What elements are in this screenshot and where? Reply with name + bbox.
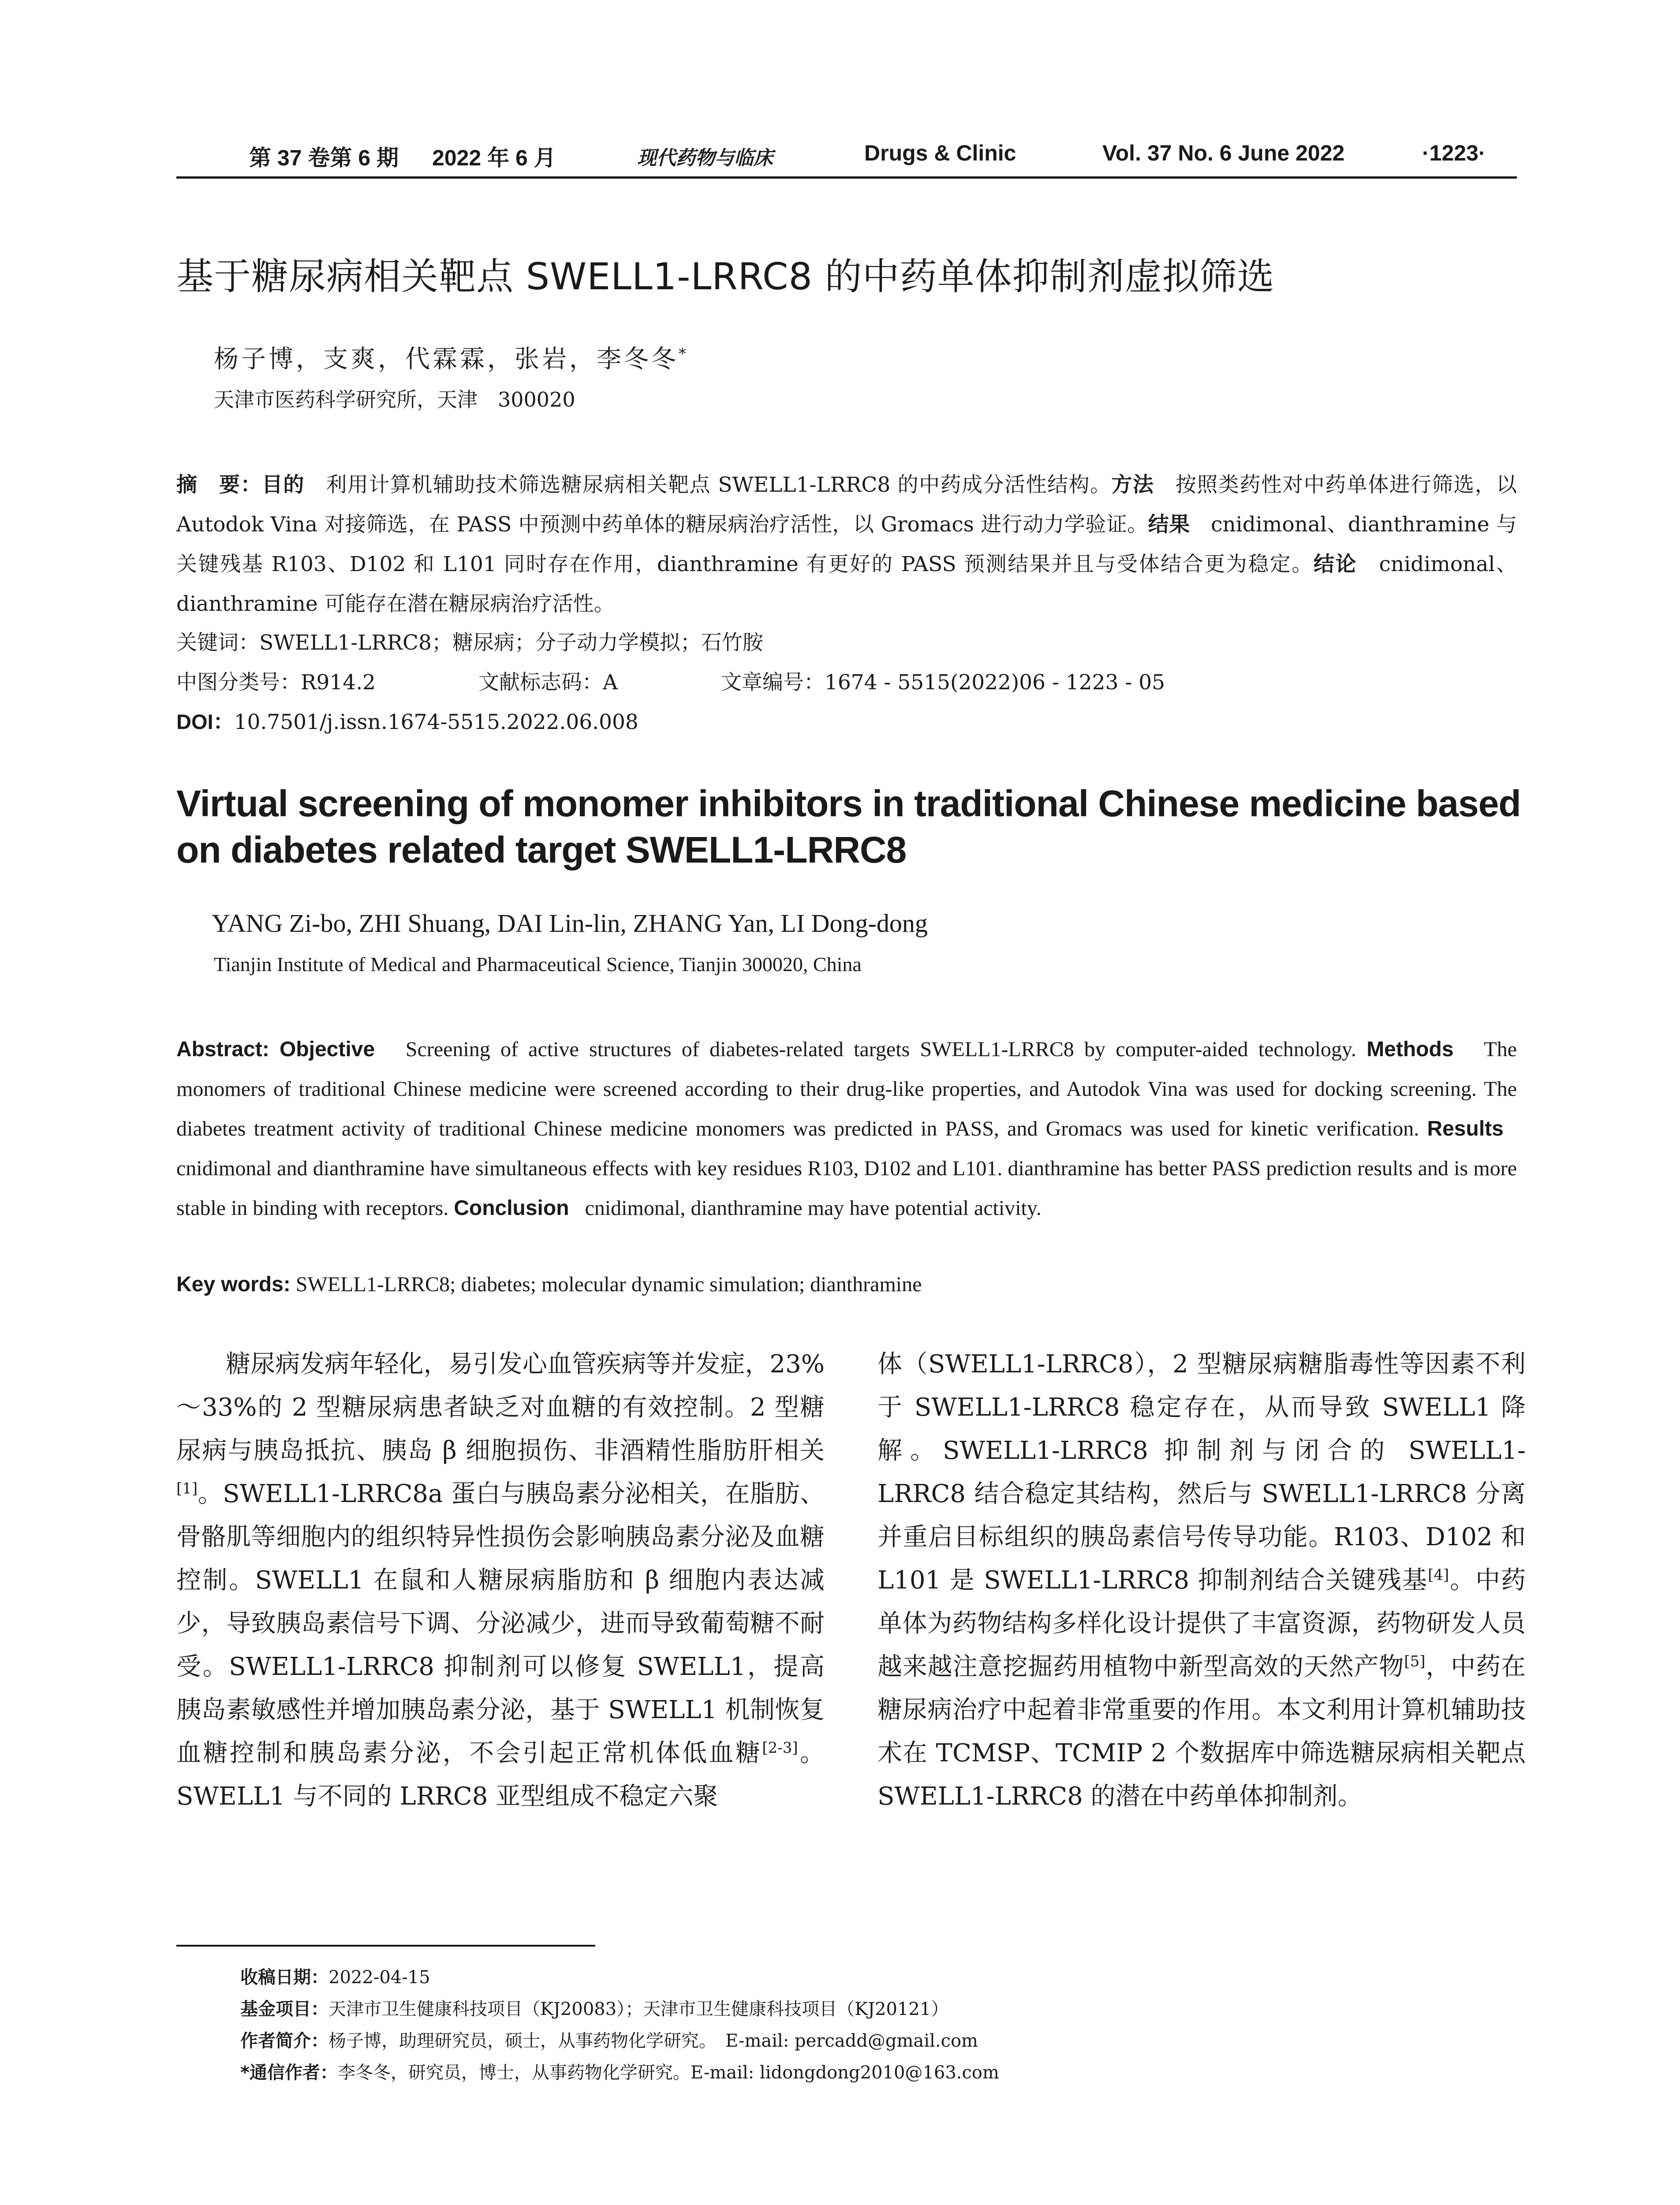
results-en: cnidimonal and dianthramine have simultaneous effects with key residues R103, D102 and L101. dianthramine has better PASS prediction results and is more stable in binding with receptors. <box>176 1157 1517 1220</box>
methods-cn-label: 方法 <box>1111 473 1154 497</box>
body-left-text-2: 。SWELL1-LRRC8a 蛋白与胰岛素分泌相关，在脂肪、骨骼肌等细胞内的组织特异性损伤会影响胰岛素分泌及血糖控制。SWELL1 在鼠和人糖尿病脂肪和 β 细胞内表达减少，导致胰岛素信号下调、分泌减少，进而导致葡萄糖不耐受。SWELL1-LRRC8 抑制剂可以修复 SWELL1，提高胰岛素敏感性并增加胰岛素分泌，基于 SWELL1 机制恢复血糖控制和胰岛素分泌，不会引起正常机体低血糖 <box>176 1480 825 1768</box>
title-en: Virtual screening of monomer inhibitors in traditional Chinese medicine based on diabetes related target SWELL1-LRRC8 <box>176 783 1521 871</box>
citation-5: [5] <box>1404 1652 1426 1671</box>
keywords-en <box>176 1272 922 1297</box>
doc-code-value: A <box>603 670 618 695</box>
corr-value: 李冬冬，研究员，博士，从事药物化学研究。E-mail: lidongdong2010@163.com <box>337 2063 999 2083</box>
header-volume-en: Vol. 37 No. 6 June 2022 <box>1102 141 1345 165</box>
methods-en: The monomers of traditional Chinese medicine were screened according to their drug-like properties, and Autodok Vina was used for docking screening. The diabetes treatment activity of traditional Chinese medicine monomers was predicted in PASS, and Gromacs was used for kinetic verification. <box>176 1038 1517 1140</box>
citation-2-3: [2-3] <box>762 1739 798 1757</box>
body-left-text-1: 糖尿病发病年轻化，易引发心血管疾病等并发症，23%～33%的 2 型糖尿病患者缺乏对血糖的有效控制。2 型糖尿病与胰岛抵抗、胰岛 β 细胞损伤、非酒精性脂肪肝相关 <box>176 1350 825 1465</box>
authors-en: YANG Zi-bo, ZHI Shuang, DAI Lin-lin, ZHANG Yan, LI Dong-dong <box>212 909 928 938</box>
running-header <box>176 138 1517 173</box>
clc-label: 中图分类号： <box>176 670 301 695</box>
keywords-cn <box>176 626 763 656</box>
title-cn: 基于糖尿病相关靶点 SWELL1-LRRC8 的中药单体抑制剂虚拟筛选 <box>176 255 1275 298</box>
keywords-cn-value: SWELL1-LRRC8；糖尿病；分子动力学模拟；石竹胺 <box>259 631 763 655</box>
article-number-label: 文章编号： <box>721 670 825 695</box>
article-number <box>721 666 1165 695</box>
abstract-cn <box>176 465 1517 624</box>
keywords-cn-label: 关键词： <box>176 631 259 655</box>
objective-en: Screening of active structures of diabetes-related targets SWELL1-LRRC8 by computer-aided technology. <box>405 1038 1356 1061</box>
doi-label: DOI： <box>176 710 234 733</box>
footnote-corresponding <box>240 2057 999 2089</box>
footnotes <box>240 1962 999 2089</box>
body-left-text-3: 。SWELL1 与不同的 LRRC8 亚型组成不稳定六聚 <box>176 1739 825 1811</box>
body-paragraph-left <box>176 1343 825 1818</box>
objective-cn: 利用计算机辅助技术筛选糖尿病相关靶点 SWELL1-LRRC8 的中药成分活性结构。 <box>326 473 1112 497</box>
header-journal-cn: 现代药物与临床 <box>637 147 773 169</box>
doi <box>176 706 638 735</box>
article-number-value: 1674 - 5515(2022)06 - 1223 - 05 <box>825 670 1165 695</box>
header-rule <box>176 176 1517 179</box>
corr-label: *通信作者： <box>240 2063 338 2083</box>
footnote-author-bio <box>240 2025 999 2057</box>
citation-1: [1] <box>176 1480 198 1498</box>
results-en-label: Results <box>1427 1117 1504 1140</box>
body-column-left <box>176 1343 825 1818</box>
citation-4: [4] <box>1428 1566 1449 1584</box>
received-label: 收稿日期： <box>240 1967 329 1988</box>
keywords-en-value: SWELL1-LRRC8; diabetes; molecular dynamic simulation; dianthramine <box>295 1273 922 1296</box>
body-column-right <box>877 1343 1526 1818</box>
methods-cn: 按照类药性对中药单体进行筛选，以 Autodok Vina 对接筛选，在 PASS 中预测中药单体的糖尿病治疗活性，以 Gromacs 进行动力学验证。 <box>176 473 1517 537</box>
authors-cn-names: 杨子博，支爽，代霖霖，张岩，李冬冬 <box>214 345 679 374</box>
conclusion-en-label: Conclusion <box>454 1196 569 1220</box>
header-date-cn: 2022 年 6 月 <box>432 146 556 170</box>
results-cn-label: 结果 <box>1148 512 1190 537</box>
conclusion-en: cnidimonal, dianthramine may have potential activity. <box>585 1196 1042 1220</box>
conclusion-cn: cnidimonal、dianthramine 可能存在潜在糖尿病治疗活性。 <box>176 552 1517 616</box>
bio-label: 作者简介： <box>240 2031 329 2051</box>
footnote-fund <box>240 1993 999 2025</box>
abstract-cn-label: 摘 要： <box>176 473 262 497</box>
keywords-en-label: Key words: <box>176 1273 291 1296</box>
conclusion-cn-label: 结论 <box>1313 552 1357 576</box>
header-journal-en: Drugs & Clinic <box>864 141 1016 165</box>
body-right-text-3: ，中药在糖尿病治疗中起着非常重要的作用。本文利用计算机辅助技术在 TCMSP、TCMIP 2 个数据库中筛选糖尿病相关靶点 SWELL1-LRRC8 的潜在中药单体抑制剂。 <box>877 1652 1526 1811</box>
footnote-received <box>240 1962 999 1993</box>
affiliation-en: Tianjin Institute of Medical and Pharmaceutical Science, Tianjin 300020, China <box>214 953 862 975</box>
doc-code-label: 文献标志码： <box>478 670 603 695</box>
results-cn: cnidimonal、dianthramine 与关键残基 R103、D102 和 L101 同时存在作用，dianthramine 有更好的 PASS 预测结果并且与受体结合更为稳定。 <box>176 512 1517 576</box>
abstract-en-label: Abstract: <box>176 1038 269 1061</box>
authors-cn <box>214 340 686 375</box>
doi-value: 10.7501/j.issn.1674-5515.2022.06.008 <box>234 710 638 734</box>
affiliation-cn: 天津市医药科学研究所，天津 300020 <box>214 388 575 411</box>
header-page-number: ·1223· <box>1422 141 1486 165</box>
fund-value: 天津市卫生健康科技项目（KJ20083）；天津市卫生健康科技项目（KJ20121） <box>329 1999 949 2019</box>
received-value: 2022-04-15 <box>329 1967 430 1988</box>
objective-en-label: Objective <box>279 1038 375 1061</box>
abstract-en <box>176 1030 1517 1228</box>
fund-label: 基金项目： <box>240 1999 329 2019</box>
header-volume-cn: 第 37 卷第 6 期 <box>249 146 399 170</box>
clc <box>176 670 376 695</box>
body-right-text-2: 。中药单体为药物结构多样化设计提供了丰富资源，药物研发人员越来越注意挖掘药用植物中新型高效的天然产物 <box>877 1566 1526 1681</box>
methods-en-label: Methods <box>1366 1038 1454 1061</box>
bio-value: 杨子博，助理研究员，硕士，从事药物化学研究。 E-mail: percadd@gmail.com <box>329 2031 978 2051</box>
clc-value: R914.2 <box>301 670 376 695</box>
body-right-text-1: 体（SWELL1-LRRC8），2 型糖尿病糖脂毒性等因素不利于 SWELL1-LRRC8 稳定存在，从而导致 SWELL1 降解。SWELL1-LRRC8 抑制剂与闭合的 SWELL1-LRRC8 结合稳定其结构，然后与 SWELL1-LRRC8 分离并重启目标组织的胰岛素信号传导功能。R103、D102 和 L101 是 SWELL1-LRRC8 抑制剂结合关键残基 <box>877 1350 1526 1595</box>
corresponding-mark: * <box>679 345 686 363</box>
body-paragraph-right <box>877 1343 1526 1818</box>
footnote-rule <box>176 1945 595 1947</box>
classification-line <box>176 666 1165 695</box>
objective-cn-label: 目的 <box>261 473 305 497</box>
doc-code <box>478 666 618 695</box>
